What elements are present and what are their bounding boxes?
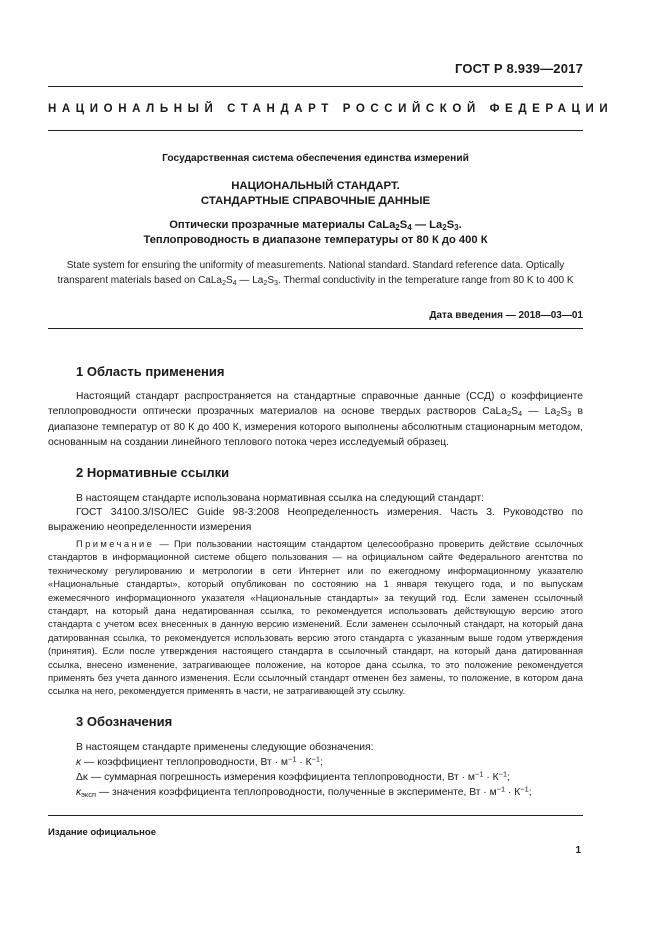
- definition-delta-kappa: Δκ — суммарная погрешность измерения коэффициента теплопроводности, Вт · $м^{-1} \cdot К^{-1}$;: [76, 769, 510, 783]
- definition-kappa-exp: $\kappa_{эксп}$ — значения коэффициента теплопроводности, полученные в эксперименте, Вт · $м^{-1} \cdot К^{-1}$;: [76, 784, 532, 799]
- section-1-paragraph: Настоящий стандарт распространяется на стандартные справочные данные (ССД) о коэффициенте теплопроводности оптически прозрачных материалов на основе твердых растворов $CaLa_2S_4$ — $La_2S_3$ в диапазоне температур от 80 К до 400 К, измерения которого выполнены абсолютным стационарным методом, основанным на создании линейного теплового потока через исследуемый образец.: [48, 391, 583, 448]
- english-title: [48, 259, 583, 288]
- english-line2: transparent materials based on $CaLa_2S_4$ — $La_2S_3$. Thermal conductivity in the temperature range from 80 K to 400 K: [57, 274, 574, 287]
- section-1-heading: 1 Область применения: [76, 364, 225, 379]
- header-rule: [48, 86, 583, 87]
- banner-rule: [48, 130, 583, 131]
- section-2-paragraph-1: В настоящем стандарте использована нормативная ссылка на следующий стандарт:: [76, 493, 484, 504]
- gost-code: ГОСТ Р 8.939—2017: [454, 61, 583, 76]
- definition-kappa: κ — коэффициент теплопроводности, Вт · $м^{-1} \cdot К^{-1}$;: [76, 754, 323, 768]
- official-edition-label: Издание официальное: [48, 827, 156, 838]
- subject-line1: Оптически прозрачные материалы $CaLa_2S_4$ — $La_2S_3$.: [169, 219, 462, 233]
- standard-subject: [48, 218, 583, 248]
- note-label: Примечание: [76, 538, 155, 549]
- subject-line2: Теплопроводность в диапазоне температуры от 80 К до 400 К: [143, 234, 488, 246]
- introduction-date: Дата введения — 2018—03—01: [429, 310, 583, 321]
- standard-title-line2: СТАНДАРТНЫЕ СПРАВОЧНЫЕ ДАННЫЕ: [200, 195, 431, 207]
- national-standard-banner: НАЦИОНАЛЬНЫЙ СТАНДАРТ РОССИЙСКОЙ ФЕДЕРАЦИИ: [48, 103, 614, 115]
- section-2-note: Примечание — При пользовании настоящим стандартом целесообразно проверить действие ссылочных стандартов в информационной системе общего пользования — на официальном сайте Федерального агентства по техническому регулированию и метрологии в сети Интернет или по ежегодному информационному указателю «Национальные стандарты», который опубликован по состоянию на 1 января текущего года, и по выпускам ежемесячного информационного указателя «Национальные стандарты» за текущий год. Если заменен ссылочный стандарт, на который дана недатированная ссылка, то рекомендуется использовать действующую версию этого стандарта с учетом всех внесенных в данную версию изменений. Если заменен ссылочный стандарт, на который дана датированная ссылка, то рекомендуется использовать версию этого стандарта с указанным выше годом утверждения (принятия). Если после утверждения настоящего стандарта в ссылочный стандарт, на который дана датированная ссылка, внесено изменение, затрагивающее положение, на которое дана ссылка, то это положение рекомендуется применять без учета данного изменения. Если ссылочный стандарт отменен без замены, то положение, в котором дана ссылка на него, рекомендуется применять в части, не затрагивающей эту ссылку.: [48, 538, 583, 697]
- section-3-heading: 3 Обозначения: [76, 714, 173, 729]
- section-2-heading: 2 Нормативные ссылки: [76, 465, 230, 480]
- standard-title-line1: НАЦИОНАЛЬНЫЙ СТАНДАРТ.: [231, 180, 400, 192]
- english-line1: State system for ensuring the uniformity of measurements. National standard. Standard reference data. Optically: [66, 260, 565, 271]
- section-3-intro: В настоящем стандарте применены следующие обозначения:: [76, 742, 374, 753]
- date-rule: [48, 328, 583, 329]
- footer-rule: [48, 815, 583, 816]
- page-number: 1: [575, 845, 581, 856]
- section-2-paragraph-2: ГОСТ 34100.3/ISO/IEC Guide 98-3:2008 Неопределенность измерения. Часть 3. Руководство по выражению неопределенности измерения: [48, 507, 583, 534]
- standard-title: [48, 179, 583, 209]
- system-title: Государственная система обеспечения единства измерений: [162, 153, 469, 164]
